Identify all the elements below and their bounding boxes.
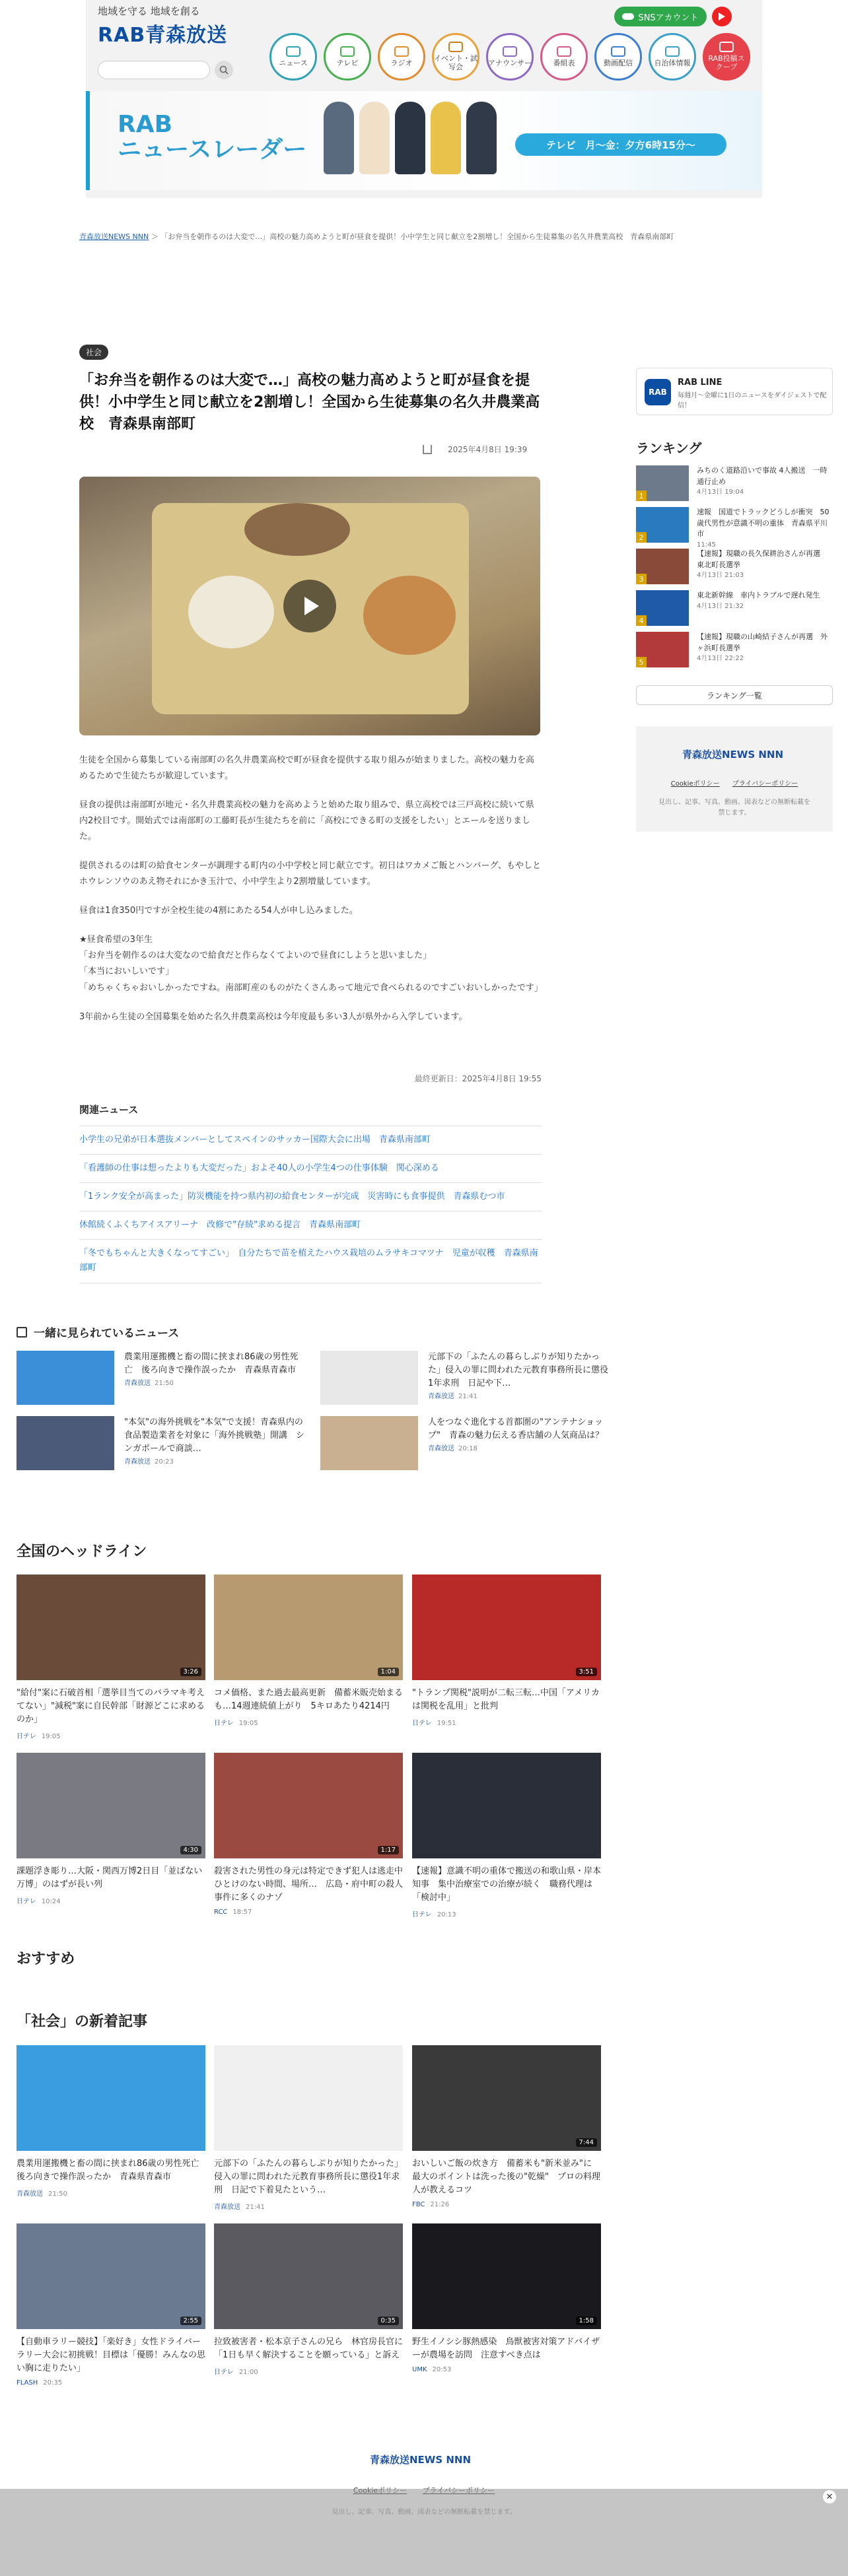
- social-section-title: 「社会」の新着記事: [17, 2014, 148, 2030]
- nav-label: テレビ: [336, 58, 359, 67]
- news-source-name: 日テレ: [17, 1898, 36, 1906]
- together-headline: 農業用運搬機と畜の間に挟まれ86歳の男性死亡 後ろ向きで操作誤ったか 青森県青森市: [124, 1352, 299, 1376]
- article-body: [79, 753, 542, 1038]
- banner-accent: [86, 91, 90, 190]
- search-button[interactable]: [215, 61, 233, 79]
- news-time: 21:00: [238, 2369, 258, 2377]
- related-news-link[interactable]: 「冬でもちゃんと大きくなってすごい」 自分たちで苗を植えたハウス栽培のムラサキコマツナ 児童が収穫 青森県南部町: [79, 1239, 542, 1283]
- ranking-headline: みちのく道路沿いで事故 4人搬送 一時通行止め: [697, 466, 828, 486]
- together-source: [428, 1444, 610, 1454]
- related-news-link[interactable]: 「看護師の仕事は想ったよりも大変だった」およそ40人の小学生4つの仕事体験 関心深める: [79, 1154, 542, 1182]
- together-card[interactable]: [320, 1416, 611, 1470]
- bottom-ad-overlay: [0, 2489, 848, 2576]
- nav-event[interactable]: [432, 33, 479, 81]
- document-icon: [17, 1327, 27, 1338]
- ranking-list-button[interactable]: ランキング一覧: [636, 685, 833, 705]
- nav-tv[interactable]: [324, 33, 371, 81]
- news-source: [412, 1909, 601, 1918]
- search-input[interactable]: [98, 61, 210, 79]
- announcer-icon: [503, 46, 517, 57]
- event-icon: [448, 42, 463, 52]
- news-thumbnail: [214, 2223, 403, 2329]
- together-text: [124, 1351, 306, 1389]
- news-source-name: UMK: [412, 2366, 427, 2374]
- article-title: 「お弁当を朝作るのは大変で…」高校の魅力高めようと町が昼食を提供！小中学生と同じ献立を2割増し！全国から生徒募集の名久井農業高校 青森県南部町: [79, 372, 540, 432]
- youtube-icon[interactable]: [712, 7, 732, 26]
- play-button[interactable]: [283, 580, 336, 632]
- news-time: 18:57: [232, 1909, 252, 1916]
- category-badge[interactable]: 社会: [79, 345, 108, 360]
- related-news-list: [79, 1126, 542, 1283]
- breadcrumb-separator: ＞: [151, 232, 159, 241]
- ranking-number: 2: [636, 532, 647, 543]
- ranking-number: 3: [636, 574, 647, 584]
- news-icon: [286, 46, 300, 57]
- nav-label: アナウンサー: [488, 58, 532, 67]
- national-news-card[interactable]: [412, 1575, 601, 1727]
- together-source: [124, 1457, 306, 1468]
- news-source-name: FLASH: [17, 2379, 38, 2387]
- article-paragraph: 昼食は1食350円ですが全校生徒の4割にあたる54人が申し込みました。: [79, 906, 358, 916]
- article-paragraph: 昼食の提供は南部町が地元・名久井農業高校の魅力を高めようと始めた取り組みで、県立高校では三戸高校に続いて県内2校目です。開始式では南部町の工藤町長が生徒たちを前に「高校にできる町の支援をしたい」とエールを送りました。: [79, 800, 534, 842]
- news-thumbnail: [214, 1753, 403, 1858]
- copyright-note: 見出し、記事、写真、動画、図表などの無断転載を禁じます。: [658, 799, 810, 817]
- rab-line-logo: RAB: [645, 379, 671, 405]
- together-text: [428, 1351, 610, 1402]
- video-duration: 0:35: [378, 2317, 399, 2325]
- sidebar-footer-links: [636, 778, 833, 788]
- news-time: 19:05: [238, 1720, 258, 1728]
- together-source-name: 青森放送: [428, 1393, 454, 1401]
- article-paragraph: 提供されるのは町の給食センターが調理する町内の小中学校と同じ献立です。初日はワカメご飯とハンバーグ、もやしとホウレンソウのあえ物それにかき玉汁で、小中学生より2割増量しています。: [79, 861, 542, 887]
- together-time: 20:23: [155, 1458, 174, 1466]
- news-source-name: 日テレ: [412, 1911, 432, 1919]
- national-news-card[interactable]: [17, 1753, 205, 1905]
- together-card[interactable]: [17, 1416, 307, 1470]
- news-source: [412, 1717, 601, 1727]
- news-thumbnail: [17, 2045, 205, 2151]
- news-source: [412, 2201, 601, 2208]
- national-news-card[interactable]: [17, 1575, 205, 1740]
- news-thumbnail: [214, 2045, 403, 2151]
- news-thumbnail: [17, 2223, 205, 2329]
- together-section-title: [17, 1324, 179, 1340]
- news-time: 20:13: [437, 1911, 456, 1919]
- nav-announcer[interactable]: [486, 33, 534, 81]
- nav-scoop[interactable]: [703, 33, 750, 81]
- privacy-policy-link[interactable]: プライバシーポリシー: [732, 780, 798, 788]
- tv-icon: [340, 46, 355, 57]
- related-news-link[interactable]: 休館続くふくちアイスアリーナ 改修で"存続"求める提言 青森県南部町: [79, 1211, 542, 1239]
- news-thumbnail: [412, 1753, 601, 1858]
- together-headline: 元部下の「ふたんの暮らしぶりが知りたかった」侵入の罪に問われた元教育事務所長に懲役1年求刑 日記や下…: [428, 1352, 609, 1389]
- ranking-headline: 東北新幹線 車内トラブルで遅れ発生: [697, 591, 820, 599]
- news-time: 19:05: [41, 1733, 61, 1741]
- article-paragraph: 3年前から生徒の全国募集を始めた名久井農業高校は今年度最も多い3人が県外から入学しています。: [79, 1011, 468, 1022]
- ranking-headline: 【速報】現職の長久保耕治さんが再選 東北町長選挙: [697, 549, 828, 569]
- ranking-date: 4月13日 21:32: [697, 602, 744, 610]
- news-source-name: 日テレ: [412, 1720, 432, 1728]
- news-headline: 拉致被害者・松本京子さんの兄ら 林官房長官に「1日も早く解決することを願っている」と訴え: [214, 2337, 404, 2361]
- social-news-card[interactable]: [17, 2045, 208, 2198]
- national-news-card[interactable]: [214, 1575, 403, 1727]
- dish-image: [244, 503, 350, 556]
- news-headline: 殺害された男性の身元は特定できず犯人は逃走中 ひとけのない時間、場所… 広島・府中町の殺人事件に多くのナゾ: [214, 1866, 412, 1903]
- sns-toggle-icon: [622, 13, 634, 20]
- together-card[interactable]: [320, 1351, 611, 1405]
- together-text: [124, 1416, 306, 1468]
- social-news-card[interactable]: [412, 2045, 601, 2208]
- nav-label: イベント・試写会: [434, 54, 477, 71]
- ranking-item[interactable]: [636, 549, 833, 586]
- nav-label: 番組表: [553, 58, 575, 67]
- nav-label: RAB投稿スクープ: [708, 54, 745, 71]
- sidebar-footer-logo[interactable]: 青森放送NEWS NNN: [682, 749, 784, 761]
- news-headline: "トランプ関税"説明が二転三転…中国「アメリカは関税を乱用」と批判: [412, 1688, 600, 1712]
- nav-label: ラジオ: [390, 58, 413, 67]
- recommend-title: おすすめ: [17, 1951, 75, 1967]
- ranking-title: ランキング: [636, 440, 702, 456]
- nav-label: 動画配信: [604, 58, 633, 67]
- video-duration: 1:58: [576, 2317, 597, 2325]
- news-thumbnail: [17, 1575, 205, 1680]
- together-time: 21:41: [458, 1393, 477, 1401]
- news-time: 21:26: [430, 2201, 450, 2209]
- search-icon: [219, 65, 229, 75]
- video-duration: 3:51: [576, 1668, 597, 1676]
- sidebar-footer: [636, 726, 833, 832]
- article-paragraph: 生徒を全国から募集している南部町の名久井農業高校で町が昼食を提供する取り組みが始まりました。高校の魅力を高めるためで生徒たちが歓迎しています。: [79, 755, 535, 782]
- news-source-name: FBC: [412, 2201, 425, 2209]
- line-promo[interactable]: [636, 368, 833, 415]
- news-source: [412, 2366, 601, 2373]
- news-time: 19:51: [437, 1720, 456, 1728]
- news-headline: 【速報】意識不明の重体で搬送の和歌山県・岸本知事 集中治療室での治療が続く 職務代理は「検討中」: [412, 1866, 602, 1903]
- news-source: [214, 1717, 403, 1727]
- related-news-link[interactable]: 「1ランク安全が高まった」防災機能を持つ県内初の給食センターが完成 災害時にも食事提供 青森県むつ市: [79, 1182, 542, 1211]
- nav-label: ニュース: [279, 58, 308, 67]
- site-logo[interactable]: RAB青森放送: [98, 24, 228, 47]
- news-headline: 【自動車ラリー競技】「楽好き」女性ドライバー ラリー大会に初挑戦！目標は「優勝！みんなの思い胸に走りたい」: [17, 2337, 209, 2374]
- news-thumbnail: [214, 1575, 403, 1680]
- video-duration: 4:30: [180, 1846, 201, 1854]
- close-icon[interactable]: ✕: [823, 2490, 836, 2503]
- ranking-headline: 【速報】現職の山崎結子さんが再選 外ヶ浜町長選挙: [697, 632, 828, 652]
- ranking-headline: 速報 国道でトラックどうしが衝突 50歳代男性が意識不明の重体 青森県平川市: [697, 508, 830, 538]
- news-thumbnail: [17, 1753, 205, 1858]
- schedule-icon: [557, 46, 571, 57]
- article-paragraph: ★昼食希望の3年生 「お弁当を朝作るのは大変なので給食だと作らなくてよいので昼食にしようと思いました」 「本当においしいです」 「めちゃくちゃおいしかったですね。南部町産のものがたくさんあって地元で食べられるのですごいおいしかったです」: [79, 935, 543, 993]
- together-source: [428, 1392, 610, 1402]
- national-news-card[interactable]: [412, 1753, 601, 1918]
- nav-radio[interactable]: [378, 33, 425, 81]
- video-duration: 1:04: [378, 1668, 399, 1676]
- ranking-number: 1: [636, 491, 647, 501]
- ranking-text: [697, 465, 833, 497]
- nav-news[interactable]: [269, 33, 317, 81]
- main-nav: [269, 33, 750, 81]
- news-headline: 元部下の「ふたんの暮らしぶりが知りたかった」侵入の罪に問われた元教育事務所長に懲役1年求刑 日記で下着見たという…: [214, 2159, 404, 2196]
- news-source-name: 日テレ: [17, 1733, 36, 1741]
- together-title-text: 一緒に見られているニュース: [34, 1327, 180, 1340]
- social-news-card[interactable]: [17, 2223, 209, 2387]
- news-thumbnail: [412, 1575, 601, 1680]
- video-icon: [611, 46, 625, 57]
- news-source-name: 日テレ: [214, 2369, 234, 2377]
- social-news-card[interactable]: [412, 2223, 601, 2373]
- news-headline: コメ価格、また過去最高更新 備蓄米販売始まるも…14週連続値上がり 5キロあたり4214円: [214, 1688, 404, 1712]
- video-duration: 2:55: [180, 2317, 201, 2325]
- related-news-title: 関連ニュース: [79, 1104, 139, 1116]
- ranking-number: 5: [636, 657, 647, 667]
- article-video-player[interactable]: [79, 477, 540, 735]
- ranking-text: [697, 549, 833, 580]
- sns-account-label: SNSアカウント: [638, 13, 699, 23]
- news-source-name: 青森放送: [17, 2190, 43, 2198]
- together-headline: "本気"の海外挑戦を"本気"で支援！青森県内の食品製造業者を対象に「海外挑戦塾」開講 シンガポールで商談…: [124, 1417, 305, 1454]
- news-thumbnail: [412, 2223, 601, 2329]
- news-source-name: 日テレ: [214, 1720, 234, 1728]
- national-news-card[interactable]: [214, 1753, 412, 1916]
- together-source-name: 青森放送: [428, 1445, 454, 1453]
- nav-schedule[interactable]: [540, 33, 588, 81]
- site-header: [86, 0, 762, 198]
- together-thumbnail: [17, 1416, 114, 1470]
- article-date: 2025年4月8日 19:39: [448, 445, 528, 454]
- ranking-item[interactable]: [636, 507, 833, 549]
- scoop-icon: [719, 42, 734, 52]
- news-source: [214, 2366, 403, 2376]
- ranking-item[interactable]: [636, 590, 833, 628]
- news-headline: おいしいご飯の炊き方 備蓄米も"新米並み"に 最大のポイントは洗った後の"乾燥" プロの料理人が教えるコツ: [412, 2159, 600, 2196]
- nav-label: 自治体情報: [654, 58, 691, 67]
- banner-title-line2: ニュースレーダー: [118, 135, 307, 163]
- together-time: 20:18: [458, 1445, 477, 1453]
- banner-anchors-image: [324, 102, 497, 174]
- rice-bowl-image: [188, 576, 274, 648]
- social-news-card[interactable]: [214, 2223, 403, 2376]
- banner-airtime: テレビ 月〜金：夕方6時15分〜: [515, 133, 726, 156]
- line-promo-title: RAB LINE: [678, 378, 723, 388]
- news-headline: 課題浮き彫り…大阪・関西万博2日目「並ばない万博」のはずが長い列: [17, 1866, 203, 1890]
- share-icon[interactable]: [423, 445, 432, 454]
- news-source: [17, 1730, 205, 1740]
- ranking-item[interactable]: [636, 465, 833, 503]
- ranking-text: [697, 632, 833, 663]
- sns-account-button[interactable]: [614, 7, 707, 26]
- news-headline: 野生イノシシ豚熱感染 鳥獣被害対策アドバイザーが農場を訪問 注意すべき点は: [412, 2337, 600, 2361]
- nav-municipal[interactable]: [649, 33, 696, 81]
- banner-title: [118, 112, 306, 162]
- news-source: [17, 1895, 205, 1905]
- soup-bowl-image: [363, 576, 456, 655]
- news-headline: 農業用運搬機と畜の間に挟まれ86歳の男性死亡 後ろ向きで操作誤ったか 青森県青森市: [17, 2159, 208, 2183]
- news-thumbnail: [412, 2045, 601, 2151]
- ranking-date: 4月13日 21:03: [697, 572, 744, 579]
- ranking-list: [636, 465, 833, 673]
- footer-logo[interactable]: 青森放送NEWS NNN: [370, 2454, 472, 2466]
- ranking-date: 4月13日 19:04: [697, 489, 744, 496]
- news-source-name: 青森放送: [214, 2204, 240, 2212]
- together-source: [124, 1378, 306, 1389]
- social-news-card[interactable]: [214, 2045, 403, 2211]
- banner-title-line1: RAB: [118, 111, 173, 138]
- news-time: 21:41: [246, 2204, 265, 2212]
- news-radar-banner[interactable]: [86, 91, 762, 190]
- ranking-date: 11:45: [697, 541, 716, 549]
- news-source-name: RCC: [214, 1909, 228, 1916]
- news-source: [17, 2188, 205, 2198]
- news-time: 10:24: [41, 1898, 61, 1906]
- ranking-number: 4: [636, 615, 647, 626]
- news-source: [214, 1909, 403, 1916]
- news-source: [214, 2201, 403, 2211]
- together-text: [428, 1416, 610, 1454]
- together-thumbnail: [320, 1351, 418, 1405]
- line-promo-desc: 毎週月〜金曜に1日のニュースをダイジェストで配信！: [678, 392, 827, 409]
- national-headlines-title: 全国のヘッドライン: [17, 1543, 147, 1560]
- nav-video[interactable]: [594, 33, 642, 81]
- together-source-name: 青森放送: [124, 1380, 151, 1388]
- news-time: 20:53: [432, 2366, 452, 2374]
- municipal-icon: [665, 46, 680, 57]
- breadcrumb-home[interactable]: 青森放送NEWS NNN: [79, 232, 149, 241]
- video-duration: 7:44: [576, 2138, 597, 2147]
- article-meta: [423, 444, 527, 455]
- news-time: 20:35: [43, 2379, 63, 2387]
- news-headline: "給付"案に石破首相「選挙目当てのバラマキ考えてない」"減税"案に自民幹部「財源どこに求めるのか」: [17, 1688, 205, 1725]
- video-duration: 1:17: [378, 1846, 399, 1854]
- together-card[interactable]: [17, 1351, 307, 1405]
- together-source-name: 青森放送: [124, 1458, 151, 1466]
- ranking-date: 4月13日 22:22: [697, 655, 744, 662]
- video-duration: 3:26: [180, 1668, 201, 1676]
- news-time: 21:50: [48, 2190, 67, 2198]
- news-source: [17, 2379, 205, 2387]
- brand-tagline: 地域を守る 地域を創る: [98, 5, 200, 17]
- ranking-text: [697, 590, 833, 611]
- ranking-item[interactable]: [636, 632, 833, 669]
- together-headline: 人をつなぐ進化する首都圏の"アンテナショップ" 青森の魅力伝える香店舗の人気商品は？: [428, 1417, 604, 1441]
- together-thumbnail: [320, 1416, 418, 1470]
- together-time: 21:50: [155, 1380, 174, 1388]
- related-news-link[interactable]: 小学生の兄弟が日本選抜メンバーとしてスペインのサッカー国際大会に出場 青森県南部町: [79, 1126, 542, 1154]
- last-updated: 最終更新日：2025年4月8日 19:55: [414, 1074, 542, 1083]
- breadcrumb: [79, 231, 674, 242]
- together-thumbnail: [17, 1351, 114, 1405]
- ranking-text: [697, 507, 833, 550]
- breadcrumb-current: 「お弁当を朝作るのは大変で…」高校の魅力高めようと町が昼食を提供！小中学生と同じ献立を2割増し！全国から生徒募集の名久井農業高校 青森県南部町: [160, 232, 674, 241]
- radio-icon: [394, 46, 409, 57]
- cookie-policy-link[interactable]: Cookieポリシー: [670, 780, 720, 788]
